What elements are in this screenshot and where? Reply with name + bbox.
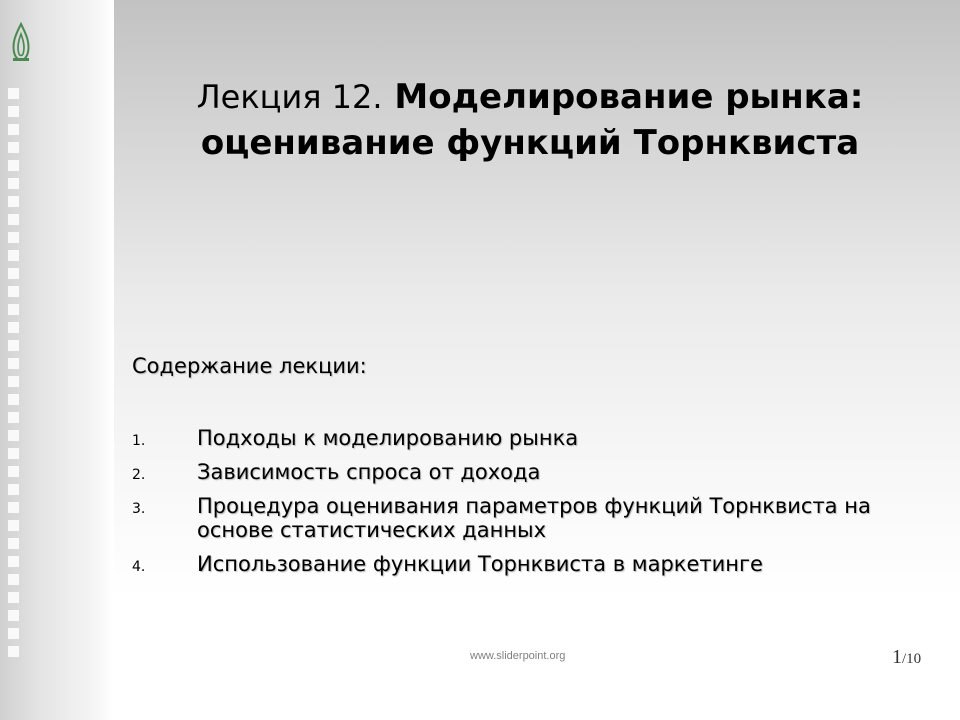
title-bold-line1: Моделирование рынка: — [394, 77, 864, 117]
left-decorative-strip — [0, 0, 114, 720]
page-total: /10 — [902, 651, 922, 667]
agenda-item-number: 1. — [132, 433, 146, 449]
slide-title — [130, 74, 930, 166]
decorative-squares — [8, 88, 20, 664]
page-number — [892, 646, 921, 669]
agenda-item — [132, 494, 932, 542]
agenda-item — [132, 460, 932, 484]
agenda-item — [132, 552, 932, 576]
agenda-item-text: Использование функции Торнквиста в маркетинге — [197, 552, 763, 576]
agenda-list — [132, 426, 932, 586]
agenda-item — [132, 426, 932, 450]
contents-heading: Содержание лекции: — [132, 354, 367, 378]
agenda-item-number: 3. — [132, 501, 146, 517]
agenda-item-text: Подходы к моделированию рынка — [197, 426, 579, 450]
agenda-item-number: 2. — [132, 467, 146, 483]
page-current: 1 — [892, 646, 902, 668]
agenda-item-text: Процедура оценивания параметров функций Торнквиста на основе статистических данных — [197, 494, 871, 542]
title-bold-line2: оценивание функций Торнквиста — [200, 123, 860, 163]
agenda-item-number: 4. — [132, 559, 146, 575]
flame-logo-icon — [10, 22, 32, 62]
agenda-item-text: Зависимость спроса от дохода — [197, 460, 541, 484]
title-prefix: Лекция 12. — [196, 78, 383, 116]
footer-url: www.sliderpoint.org — [470, 650, 566, 662]
